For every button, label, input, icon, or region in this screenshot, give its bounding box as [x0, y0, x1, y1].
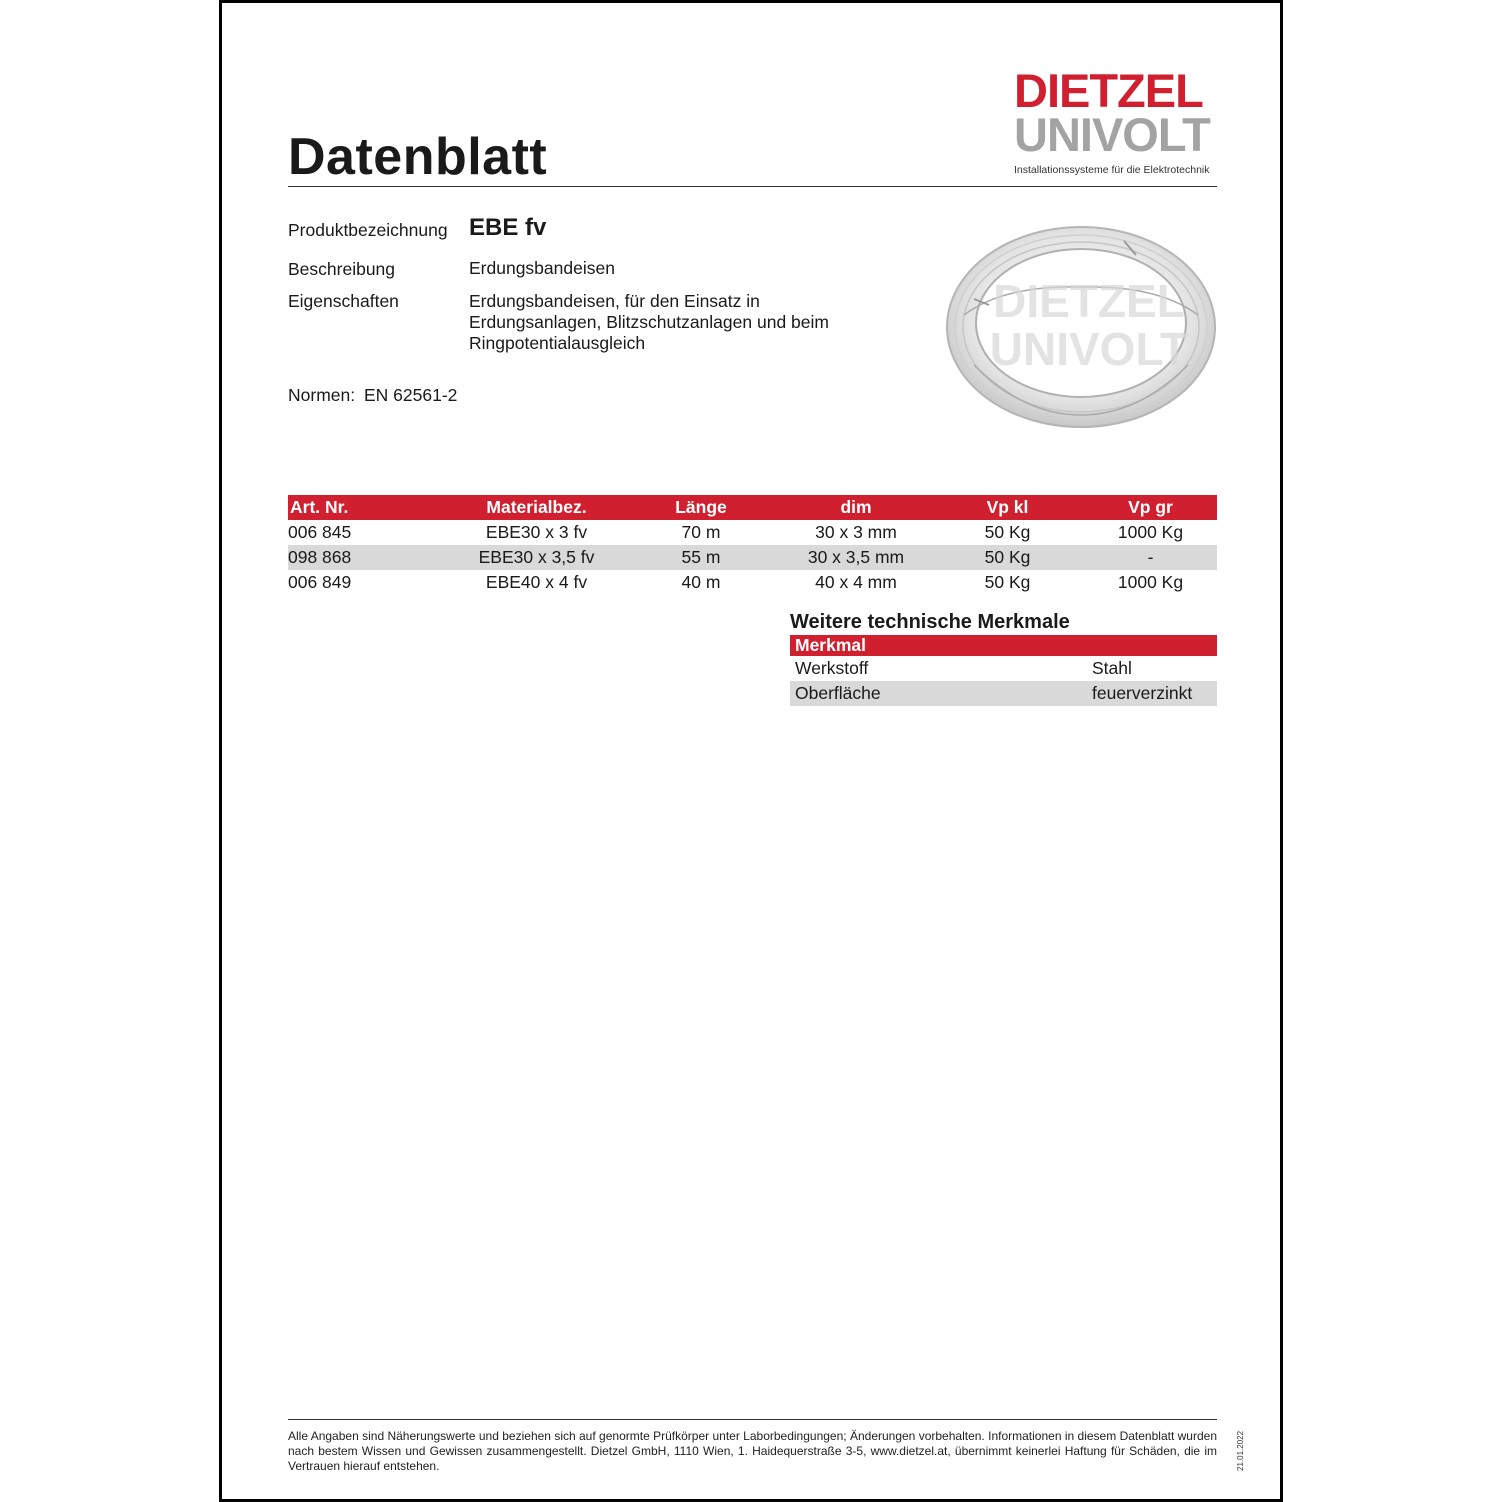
cell-dim: 30 x 3 mm	[815, 522, 897, 542]
brand-logo	[1014, 64, 1218, 181]
column-header-materialbez: Materialbez.	[452, 495, 621, 520]
article-table-header	[288, 495, 1217, 520]
properties-value: Erdungsbandeisen, für den Einsatz in Erdungsanlagen, Blitzschutzanlagen und beim Ringpotentialausgleich	[469, 291, 829, 353]
cell-feature-name: Oberfläche	[790, 681, 1087, 706]
cell-vp-kl: 50 Kg	[984, 572, 1031, 592]
cell-feature-name: Werkstoff	[795, 658, 869, 678]
column-header-art-nr: Art. Nr.	[288, 495, 452, 520]
cell-laenge: 40 m	[681, 572, 721, 592]
cell-art-nr: 006 845	[288, 522, 352, 542]
cell-vp-gr: 1000 Kg	[1117, 522, 1184, 542]
title-divider	[288, 186, 1217, 187]
cell-feature-value: feuerverzinkt	[1087, 681, 1217, 706]
footer-divider	[288, 1419, 1217, 1420]
image-watermark-dietzel: DIETZEL	[993, 275, 1185, 327]
logo-wordmark-dietzel: DIETZEL	[1014, 64, 1203, 117]
column-header-vp-kl: Vp kl	[931, 495, 1084, 520]
cell-dim: 30 x 3,5 mm	[781, 545, 931, 570]
cell-feature-value: Stahl	[1092, 658, 1132, 678]
cell-laenge: 70 m	[681, 522, 721, 542]
properties-label: Eigenschaften	[288, 291, 399, 311]
page-title: Datenblatt	[288, 128, 548, 186]
cell-vp-kl: 50 Kg	[984, 522, 1031, 542]
column-header-laenge: Länge	[621, 495, 781, 520]
article-table	[288, 495, 1217, 595]
description-label: Beschreibung	[288, 259, 396, 279]
tech-features-title: Weitere technische Merkmale	[790, 611, 1070, 633]
norms-label: Normen:	[288, 385, 356, 405]
norms-value: EN 62561-2	[364, 385, 458, 405]
tech-table-header	[790, 635, 1217, 656]
description-value: Erdungsbandeisen	[469, 258, 615, 278]
table-row	[288, 520, 1217, 545]
cell-laenge: 55 m	[621, 545, 781, 570]
table-row	[288, 570, 1217, 595]
cell-vp-gr: 1000 Kg	[1117, 572, 1184, 592]
document-date: 21.01.2022	[1236, 1430, 1245, 1471]
table-row	[790, 681, 1217, 706]
cell-art-nr: 006 849	[288, 572, 352, 592]
product-name-label: Produktbezeichnung	[288, 220, 448, 240]
table-row	[790, 656, 1217, 681]
logo-wordmark-univolt: UNIVOLT	[1014, 108, 1210, 161]
cell-materialbez: EBE30 x 3,5 fv	[452, 545, 621, 570]
column-header-vp-gr: Vp gr	[1084, 495, 1217, 520]
datasheet-page	[219, 0, 1283, 1502]
column-header-merkmal: Merkmal	[790, 635, 1217, 656]
table-row	[288, 545, 1217, 570]
cell-materialbez: EBE40 x 4 fv	[485, 572, 588, 592]
image-watermark-univolt: UNIVOLT	[989, 323, 1189, 375]
column-header-dim: dim	[781, 495, 931, 520]
footer-disclaimer: Alle Angaben sind Näherungswerte und beziehen sich auf genormte Prüfkörper unter Laborbedingungen; Änderungen vorbehalten. Informationen in diesem Datenblatt wurden nach bestem Wissen und Gewissen zusammengestellt. Dietzel GmbH, 1110 Wien, 1. Haidequerstraße 3-5, www.dietzel.at, übernimmt keinerlei Haftung für Schäden, die im Vertrauen hierauf entstehen.	[288, 1429, 1217, 1473]
product-image-coil	[944, 215, 1218, 433]
cell-vp-gr: -	[1084, 545, 1217, 570]
cell-vp-kl: 50 Kg	[931, 545, 1084, 570]
cell-art-nr: 098 868	[288, 545, 452, 570]
cell-materialbez: EBE30 x 3 fv	[485, 522, 588, 542]
cell-dim: 40 x 4 mm	[815, 572, 897, 592]
product-name: EBE fv	[469, 214, 547, 241]
logo-tagline: Installationssysteme für die Elektrotechnik	[1014, 164, 1210, 176]
tech-features-table	[790, 635, 1217, 706]
